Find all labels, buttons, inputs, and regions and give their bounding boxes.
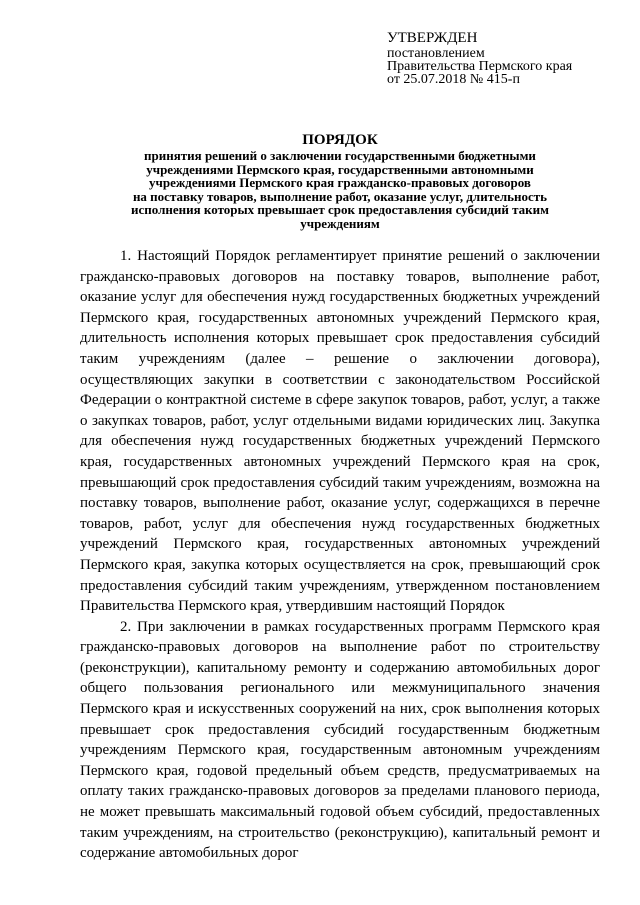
- subtitle-line: учреждениями Пермского края, государственными автономными: [146, 161, 534, 177]
- approval-date-number: от 25.07.2018 № 415-п: [387, 72, 520, 87]
- paragraph-1: 1. Настоящий Порядок регламентирует принятие решений о заключении гражданско-правовых договоров на поставку товаров, выполнение работ, оказание услуг для обеспечения нужд государственных бюджетных учреждений Пермского края, государственных автономных учреждений Пермского края, длительность исполнения которых превышает срок предоставления субсидий таким учреждениям (далее – решение о заключении договора), осуществляющих закупки в соответствии с законодательством Российской Федерации о контрактной системе в сфере закупок товаров, работ, услуг, а также о закупках товаров, работ, услуг отдельными видами юридических лиц. Закупка для обеспечения нужд государственных бюджетных учреждений Пермского края, государственных автономных учреждений Пермского края на срок, превышающий срок предоставления субсидий таким учреждениям, возможна на поставку товаров, выполнение работ, оказание услуг, содержащихся в перечне товаров, работ, услуг для обеспечения нужд государственных бюджетных учреждений Пермского края, государственных автономных учреждений Пермского края, закупка которых осуществляется на срок, превышающий срок предоставления субсидий таким учреждениям, утвержденном постановлением Правительства Пермского края, утвердившим настоящий Порядок: [80, 248, 600, 615]
- approval-line: постановлением: [387, 46, 485, 61]
- subtitle-line: исполнения которых превышает срок предоставления субсидий таким: [131, 202, 549, 218]
- document-subtitle: [80, 149, 600, 231]
- approval-stamp: [387, 30, 617, 86]
- subtitle-line: на поставку товаров, выполнение работ, оказание услуг, длительность: [132, 188, 548, 204]
- paragraph-2: 2. При заключении в рамках государственных программ Пермского края гражданско-правовых договоров на выполнение работ по строительству (реконструкции), капитальному ремонту и содержанию автомобильных дорог общего пользования регионального или межмуниципального значения Пермского края и искусственных сооружений на них, срок выполнения которых превышает срок предоставления субсидий государственным бюджетным учреждениям Пермского края, государственным автономным учреждениям Пермского края, годовой предельный объем средств, предусматриваемых на оплату таких гражданско-правовых договоров за пределами планового периода, не может превышать максимальный годовой объем субсидий, предоставленных таким учреждениям, на строительство (реконструкцию), капитальный ремонт и содержание автомобильных дорог: [80, 618, 600, 862]
- approval-line: Правительства Пермского края: [387, 59, 573, 74]
- subtitle-line: принятия решений о заключении государственными бюджетными: [144, 148, 536, 163]
- document-body: [80, 246, 600, 864]
- subtitle-line: учреждениям: [300, 215, 380, 231]
- document-title: ПОРЯДОК: [302, 132, 378, 148]
- subtitle-line: учреждениями Пермского края гражданско-правовых договоров: [149, 175, 531, 191]
- approval-title: УТВЕРЖДЕН: [387, 30, 478, 46]
